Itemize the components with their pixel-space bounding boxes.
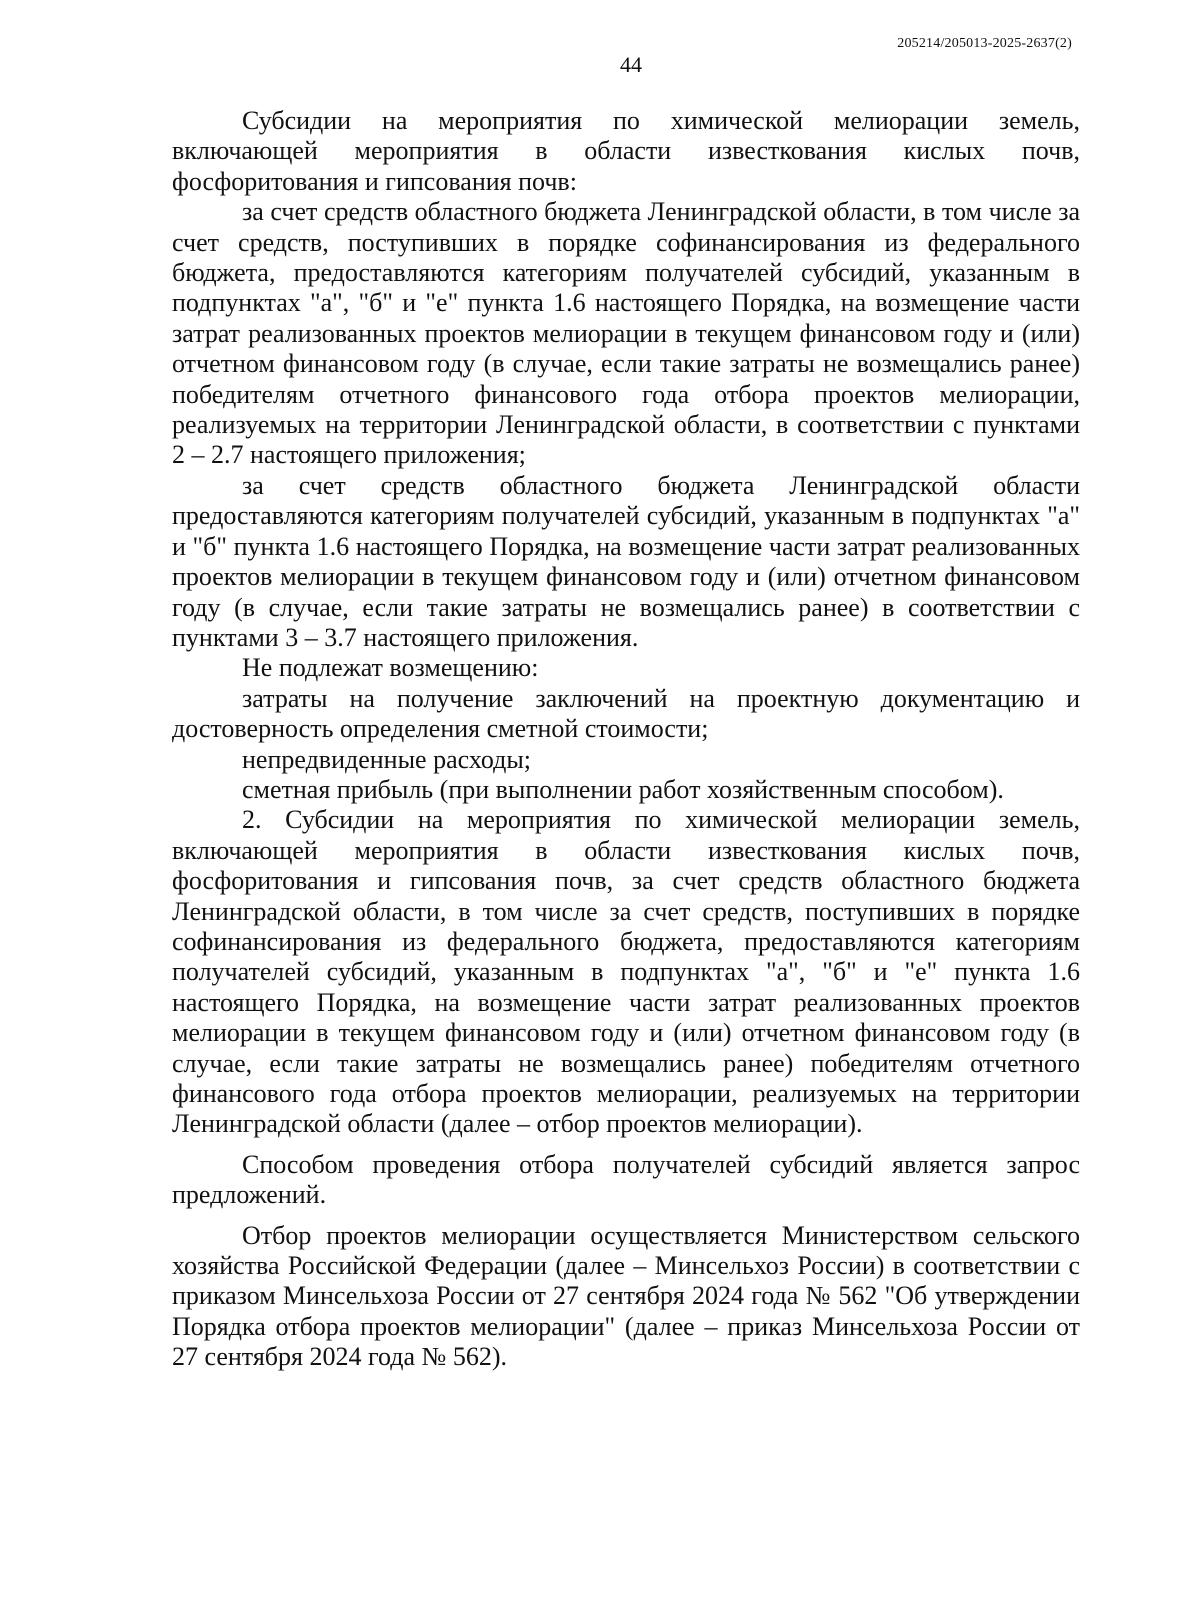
paragraph-intro: Субсидии на мероприятия по химической мелиорации земель, включающей мероприятия в области известкования кислых почв, фосфоритования и гипсования почв: bbox=[172, 106, 1080, 196]
page-number: 44 bbox=[620, 52, 642, 77]
paragraph-section-2: 2. Субсидии на мероприятия по химической мелиорации земель, включающей мероприятия в области известкования кислых почв, фосфоритования и гипсования почв, за счет средств областного бюджета Ленинградской области, в том числе за счет средств, поступивших в порядке софинансирования из федерального бюджета, предоставляются категориям получателей субсидий, указанным в подпунктах "а", "б" и "е" пункта 1.6 настоящего Порядка, на возмещение части затрат реализованных проектов мелиорации в текущем финансовом году и (или) отчетном финансовом году (в случае, если такие затраты не возмещались ранее) победителям отчетного финансового года отбора проектов мелиорации, реализуемых на территории Ленинградской области (далее – отбор проектов мелиорации). bbox=[172, 805, 1080, 1139]
document-body bbox=[172, 106, 1080, 1373]
paragraph-regional-federal: за счет средств областного бюджета Ленинградской области, в том числе за счет средств, поступивших в порядке софинансирования из федерального бюджета, предоставляются категориям получателей субсидий, указанным в подпунктах "а", "б" и "е" пункта 1.6 настоящего Порядка, на возмещение части затрат реализованных проектов мелиорации в текущем финансовом году и (или) отчетном финансовом году (в случае, если такие затраты не возмещались ранее) победителям отчетного финансового года отбора проектов мелиорации, реализуемых на территории Ленинградской области, в соответствии с пунктами 2 – 2.7 настоящего приложения; bbox=[172, 197, 1080, 470]
paragraph-estimated-profit: сметная прибыль (при выполнении работ хозяйственным способом). bbox=[242, 774, 1004, 804]
paragraph-selection-method: Способом проведения отбора получателей субсидий является запрос предложений. bbox=[172, 1149, 1080, 1210]
document-id: 205214/205013-2025-2637(2) bbox=[897, 36, 1072, 51]
paragraph-unforeseen-costs: непредвиденные расходы; bbox=[242, 744, 532, 774]
paragraph-regional-only: за счет средств областного бюджета Ленинградской области предоставляются категориям получателей субсидий, указанным в подпунктах "а" и "б" пункта 1.6 настоящего Порядка, на возмещение части затрат реализованных проектов мелиорации в текущем финансовом году и (или) отчетном финансовом году (в случае, если такие затраты не возмещались ранее) в соответствии с пунктами 3 – 3.7 настоящего приложения. bbox=[172, 470, 1080, 652]
paragraph-selection-authority: Отбор проектов мелиорации осуществляется Министерством сельского хозяйства Российской Федерации (далее – Минсельхоз России) в соответствии с приказом Минсельхоза России от 27 сентября 2024 года № 562 "Об утверждении Порядка отбора проектов мелиорации" (далее – приказ Минсельхоза России от 27 сентября 2024 года № 562). bbox=[172, 1220, 1080, 1372]
paragraph-expertise-costs: затраты на получение заключений на проектную документацию и достоверность определения сметной стоимости; bbox=[172, 683, 1080, 744]
paragraph-not-reimbursed: Не подлежат возмещению: bbox=[242, 653, 539, 683]
